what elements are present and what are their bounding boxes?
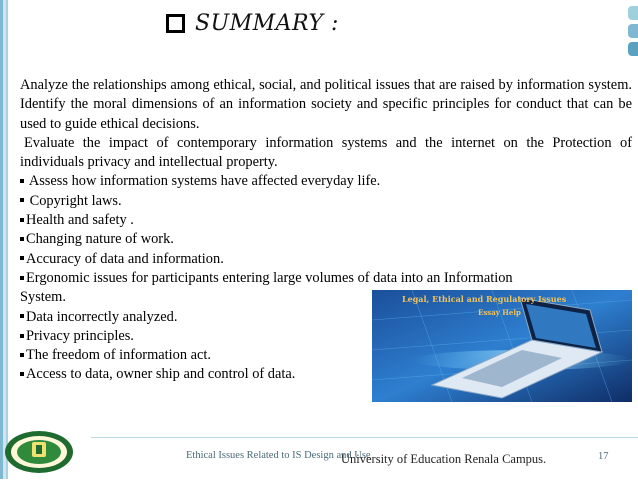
page-number: 17 [598,451,609,462]
square-bullet-icon [20,237,24,241]
decorative-stripe [0,0,8,479]
list-item: The freedom of information act. [20,346,632,365]
laptop-illustration [372,290,632,402]
slide-title: SUMMARY : [195,10,339,36]
square-bullet-icon [20,372,24,376]
paragraph: Evaluate the impact of contemporary information systems and the internet on the Protection of individuals privacy and intellectual property. [20,134,632,171]
footer-institution: University of Education Renala Campus. [341,452,547,466]
square-bullet-icon [20,353,24,357]
list-item: Assess how information systems have affected everyday life. [20,172,632,191]
decorative-tab [628,6,638,20]
square-bullet-icon [20,179,24,183]
square-bullet-icon [20,218,24,222]
list-item: Accuracy of data and information. [20,250,632,269]
decorative-tab [628,24,638,38]
title-row [166,8,339,38]
list-item: Copyright laws. [20,192,632,211]
square-bullet-icon [20,314,24,318]
list-item: Ergonomic issues for participants entering large volumes of data into an Information System. [20,269,513,306]
square-bullet-icon [20,256,24,260]
square-bullet-icon [20,276,24,280]
list-item: Health and safety . [20,211,632,230]
square-bullet-icon [20,198,24,202]
image-caption: Legal, Ethical and Regulatory Issues [402,294,567,304]
paragraph: Analyze the relationships among ethical, social, and political issues that are raised by information system. Identify the moral dimensions of an information society and specific principles for conduct that can be used to guide ethical decisions. [20,77,632,132]
image-caption: Essay Help [478,308,521,317]
checkbox-bullet-icon [166,14,185,33]
list-item: Changing nature of work. [20,230,632,249]
list-item: Privacy principles. [20,327,632,346]
footer-rule [91,437,638,438]
square-bullet-icon [20,334,24,338]
list-item: Data incorrectly analyzed. [20,308,632,327]
university-logo [3,430,75,475]
list-item: Access to data, owner ship and control of data. [20,365,632,384]
footer-course-title: Ethical Issues Related to IS Design and Use [186,450,371,461]
decorative-tab [628,42,638,56]
